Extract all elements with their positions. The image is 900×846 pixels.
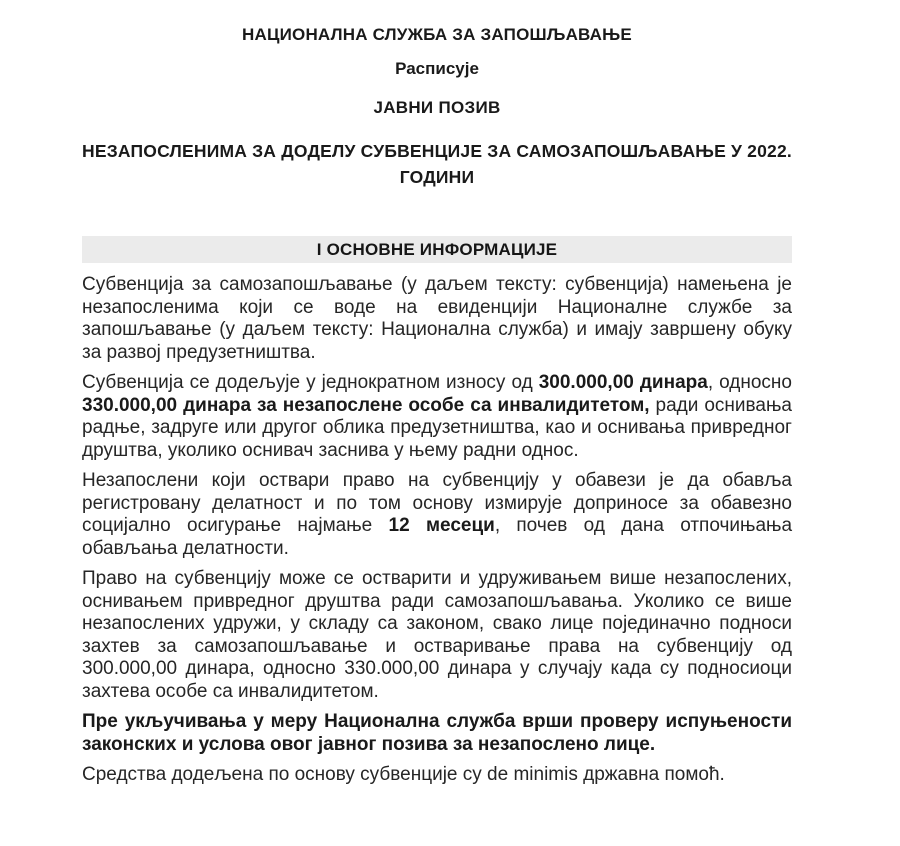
paragraph	[82, 568, 792, 703]
call-title: ЈАВНИ ПОЗИВ	[373, 98, 501, 117]
text-run: , почев од дана отпочињања обављања делатности.	[82, 515, 793, 559]
document-page	[82, 0, 792, 787]
bold-text-run: 300.000,00 динара	[538, 372, 708, 393]
call-subtitle: НЕЗАПОСЛЕНИМА ЗА ДОДЕЛУ СУБВЕНЦИЈЕ ЗА САМОЗАПОШЉАВАЊЕ У 2022. ГОДИНИ	[82, 141, 792, 187]
text-run: Субвенција се додељује у једнократном износу од	[82, 372, 539, 393]
text-run: , односно	[707, 372, 792, 393]
org-name-heading: НАЦИОНАЛНА СЛУЖБА ЗА ЗАПОШЉАВАЊЕ	[242, 25, 632, 44]
bold-text-run: Пре укључивања у меру Национална служба врши проверу испуњености законских и услова овог јавног позива за незапослено лице.	[82, 711, 792, 755]
bold-text-run: 12 месеци	[388, 515, 495, 536]
text-run: Незапослени који оствари право на субвенцију у обавези је да обавља регистровану делатност и по том основу измирује доприносе за обавезно социјално осигурање најмање	[82, 470, 792, 536]
paragraph	[82, 470, 792, 560]
paragraph	[82, 274, 792, 364]
document-header	[82, 24, 792, 190]
paragraph	[82, 711, 792, 756]
text-run: Субвенција за самозапошљавање (у даљем тексту: субвенција) намењена је незапосленима који се воде на евиденцији Националне службе за запошљавање (у даљем тексту: Национална служба) и имају завршену обуку за развој предузетништва.	[82, 274, 792, 363]
announces-line: Расписује	[395, 59, 479, 78]
paragraph	[82, 372, 792, 462]
text-run: Право на субвенцију може се остварити и удруживањем више незапослених, оснивањем привредног друштва ради самозапошљавања. Уколико се више незапослених удружи, у складу са законом, свако лице појединачно подноси захтев за самозапошљавање и остваривање права на субвенцију од 300.000,00 динара, односно 330.000,00 динара у случају када су подносиоци захтева особе са инвалидитетом.	[82, 568, 792, 702]
paragraph	[82, 764, 792, 787]
document-body	[82, 274, 792, 787]
section-heading: I ОСНОВНЕ ИНФОРМАЦИЈЕ	[316, 240, 558, 259]
text-run: Средства додељена по основу субвенције су de minimis државна помоћ.	[82, 764, 725, 785]
bold-text-run: 330.000,00 динара за незапослене особе са инвалидитетом,	[82, 394, 650, 416]
section-heading-bar	[82, 236, 792, 263]
text-run: ради оснивања радње, задруге или другог облика предузетништва, као и оснивања привредног друштва, уколико оснивач заснива у њему радни однос.	[82, 394, 792, 461]
